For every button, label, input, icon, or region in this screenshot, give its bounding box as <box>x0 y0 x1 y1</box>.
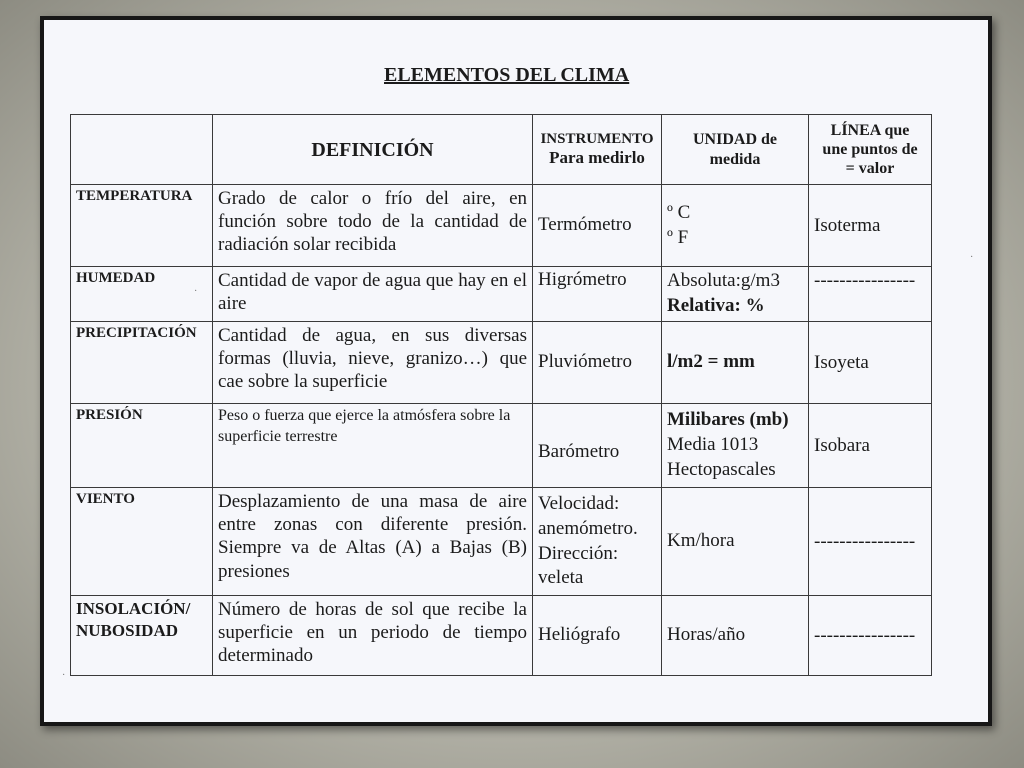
element-name: PRECIPITACIÓN <box>71 322 213 404</box>
table-row <box>71 267 932 322</box>
table-row <box>71 488 932 596</box>
header-definition: DEFINICIÓN <box>213 115 533 185</box>
isoline-cell: Isoyeta <box>809 322 932 404</box>
header-unit: UNIDAD de medida <box>662 115 809 185</box>
element-name: HUMEDAD <box>71 267 213 322</box>
scanned-document <box>44 20 988 722</box>
scan-speck: · <box>62 670 66 681</box>
header-line: LÍNEA que une puntos de = valor <box>809 115 932 185</box>
unit-cell: l/m2 = mm <box>662 322 809 404</box>
instrument-cell: Heliógrafo <box>533 596 662 676</box>
definition-cell: Desplazamiento de una masa de aire entre zonas con diferente presión. Siempre va de Altas (A) a Bajas (B) presiones <box>213 488 533 596</box>
climate-elements-table <box>70 114 932 676</box>
element-name: VIENTO <box>71 488 213 596</box>
element-name: TEMPERATURA <box>71 185 213 267</box>
definition-cell: Cantidad de vapor de agua que hay en el aire <box>213 267 533 322</box>
isoline-cell: Isobara <box>809 404 932 488</box>
isoline-cell: ---------------- <box>809 488 932 596</box>
instrument-cell: Termómetro <box>533 185 662 267</box>
isoline-cell: ---------------- <box>809 596 932 676</box>
definition-cell: Peso o fuerza que ejerce la atmósfera sobre la superficie terrestre <box>213 404 533 488</box>
scan-speck: · <box>970 252 974 263</box>
element-name: PRESIÓN <box>71 404 213 488</box>
definition-cell: Cantidad de agua, en sus diversas formas (lluvia, nieve, granizo…) que cae sobre la superficie <box>213 322 533 404</box>
instrument-cell: Barómetro <box>533 404 662 488</box>
table-row <box>71 404 932 488</box>
isoline-cell: Isoterma <box>809 185 932 267</box>
page-title: ELEMENTOS DEL CLIMA <box>384 64 630 86</box>
table-row <box>71 322 932 404</box>
instrument-cell: Velocidad: anemómetro. Dirección: veleta <box>533 488 662 596</box>
unit-cell: º C º F <box>662 185 809 267</box>
definition-cell: Número de horas de sol que recibe la superficie en un periodo de tiempo determinado <box>213 596 533 676</box>
slide-frame <box>40 16 992 726</box>
element-name: INSOLACIÓN/ NUBOSIDAD <box>71 596 213 676</box>
unit-cell: Milibares (mb) Media 1013 Hectopascales <box>662 404 809 488</box>
scan-speck: · <box>194 286 198 297</box>
instrument-cell: Pluviómetro <box>533 322 662 404</box>
unit-cell: Absoluta:g/m3 Relativa: % <box>662 267 809 322</box>
unit-cell: Km/hora <box>662 488 809 596</box>
table-row <box>71 185 932 267</box>
definition-cell: Grado de calor o frío del aire, en función sobre todo de la cantidad de radiación solar recibida <box>213 185 533 267</box>
unit-cell: Horas/año <box>662 596 809 676</box>
isoline-cell: ---------------- <box>809 267 932 322</box>
header-row <box>71 115 932 185</box>
header-element <box>71 115 213 185</box>
instrument-cell: Higrómetro <box>533 267 662 322</box>
table-row <box>71 596 932 676</box>
header-instrument: INSTRUMENTO Para medirlo <box>533 115 662 185</box>
